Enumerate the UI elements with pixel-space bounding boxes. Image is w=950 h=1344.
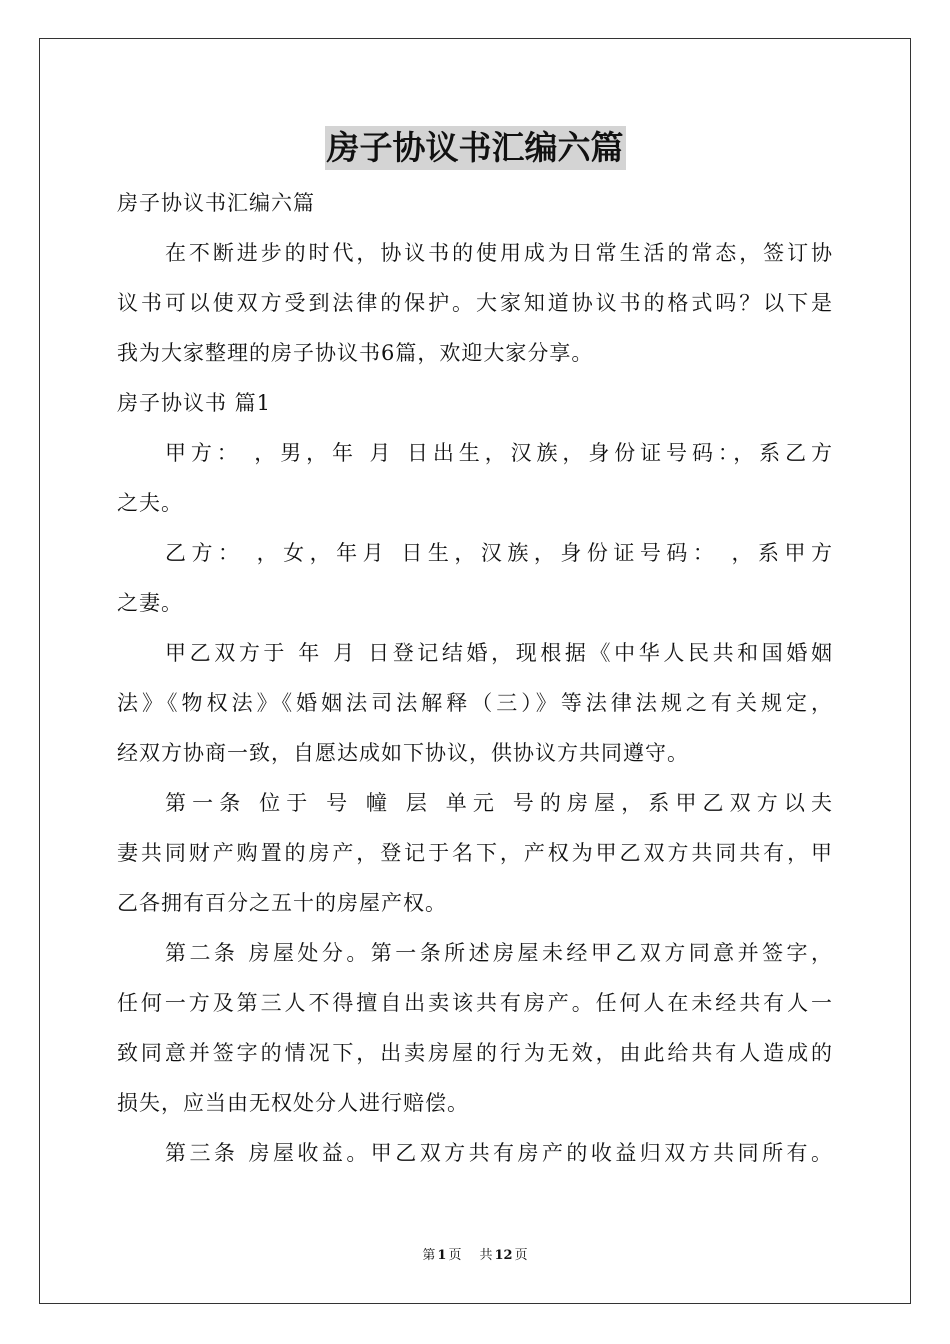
body-line: 甲乙双方于 年 月 日登记结婚，现根据《中华人民共和国婚姻 [165, 641, 833, 665]
body-line: 议书可以使双方受到法律的保护。大家知道协议书的格式吗？以下是 [117, 291, 833, 315]
footer-page-prefix: 第 [422, 1248, 436, 1263]
document-body [117, 178, 833, 1178]
footer-page-current: 1 [437, 1248, 447, 1263]
footer-page-total: 12 [494, 1248, 513, 1263]
body-line: 妻共同财产购置的房产，登记于名下，产权为甲乙双方共同共有，甲 [117, 841, 833, 865]
body-line: 第二条 房屋处分。第一条所述房屋未经甲乙双方同意并签字， [165, 941, 833, 965]
body-line: 第三条 房屋收益。甲乙双方共有房产的收益归双方共同所有。 [165, 1141, 833, 1165]
body-line: 之妻。 [117, 591, 183, 615]
document-title: 房子协议书汇编六篇 [325, 126, 626, 170]
title-container [0, 126, 950, 170]
body-line: 致同意并签字的情况下，出卖房屋的行为无效，由此给共有人造成的 [117, 1041, 833, 1065]
body-line: 损失，应当由无权处分人进行赔偿。 [117, 1091, 469, 1115]
footer-page-suffix: 页 [448, 1248, 462, 1263]
body-line: 之夫。 [117, 491, 183, 515]
body-line: 经双方协商一致，自愿达成如下协议，供协议方共同遵守。 [117, 741, 689, 765]
body-line: 乙各拥有百分之五十的房屋产权。 [117, 891, 447, 915]
body-line: 我为大家整理的房子协议书6篇，欢迎大家分享。 [117, 341, 594, 365]
body-line: 法》《物权法》《婚姻法司法解释（三）》等法律法规之有关规定， [117, 691, 833, 715]
body-line: 甲方： ，男，年 月 日出生，汉族，身份证号码：，系乙方 [165, 441, 833, 465]
body-line: 任何一方及第三人不得擅自出卖该共有房产。任何人在未经共有人一 [117, 991, 833, 1015]
body-line: 房子协议书汇编六篇 [117, 191, 315, 215]
body-line: 乙方： ，女，年月 日生，汉族，身份证号码： ，系甲方 [165, 541, 833, 565]
body-line: 第一条 位于 号 幢 层 单元 号的房屋，系甲乙双方以夫 [165, 791, 833, 815]
body-line: 房子协议书 篇1 [117, 391, 272, 415]
page-footer [0, 1246, 950, 1266]
footer-total-suffix: 页 [514, 1248, 528, 1263]
footer-total-prefix: 共 [479, 1248, 493, 1263]
body-line: 在不断进步的时代，协议书的使用成为日常生活的常态，签订协 [165, 241, 833, 265]
